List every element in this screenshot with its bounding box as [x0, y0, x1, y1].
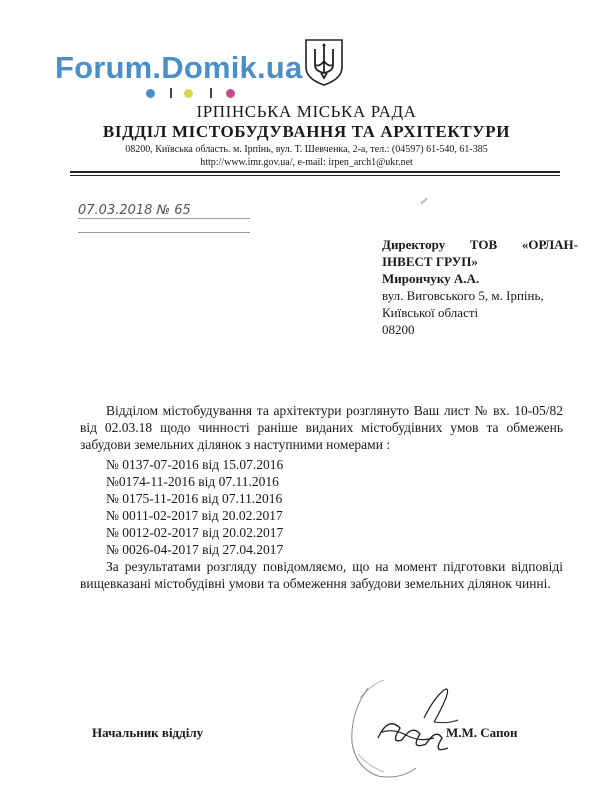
watermark-text: Forum.Domik.ua: [55, 50, 303, 85]
list-item: № 0012-02-2017 від 20.02.2017: [106, 525, 284, 540]
body-paragraph-2: За результатами розгляду повідомляємо, що на момент підготовки відповіді вищевказані містобудівні умови та обмеження забудови земельних ділянок чинні.: [80, 559, 563, 591]
department-contacts: http://www.imr.gov.ua/, e-mail: irpen_arch1@ukr.net: [200, 157, 413, 168]
council-name: ІРПІНСЬКА МІСЬКА РАДА: [196, 102, 417, 121]
reference-underline: [78, 218, 250, 219]
list-item: № 0137-07-2016 від 15.07.2016: [106, 457, 284, 472]
addressee-block: [382, 236, 578, 253]
addressee-line: Київської області: [382, 305, 479, 320]
addressee-postcode: [382, 321, 578, 338]
watermark-bar: [210, 88, 212, 98]
watermark-bar: [170, 88, 172, 98]
addressee-company: [382, 253, 578, 270]
addressee-line: Директору ТОВ «ОРЛАН-: [382, 237, 578, 252]
department-name: ВІДДІЛ МІСТОБУДУВАННЯ ТА АРХІТЕКТУРИ: [102, 122, 511, 141]
addressee-region: [382, 304, 578, 321]
list-item: № 0026-04-2017 від 27.04.2017: [106, 542, 284, 557]
reference-underline: [78, 232, 250, 233]
addressee-line: Мирончуку А.А.: [382, 271, 480, 286]
trident-coat-of-arms-icon: [302, 37, 346, 87]
department-address: 08200, Київська область. м. Ірпінь, вул. Т. Шевченка, 2-а, тел.: (04597) 61-540, 61-385: [125, 144, 488, 155]
addressee-line: вул. Виговського 5, м. Ірпінь,: [382, 288, 544, 303]
header-divider-thin: [70, 175, 560, 176]
addressee-street: [382, 287, 578, 304]
addressee-line: ІНВЕСТ ГРУП»: [382, 254, 478, 269]
permit-list: [106, 456, 283, 558]
outgoing-reference: 07.03.2018 № 65: [78, 203, 191, 218]
signatory-name: М.М. Сапон: [446, 725, 518, 740]
scan-mark: [420, 198, 427, 205]
list-item: № 0175-11-2016 від 07.11.2016: [106, 491, 283, 506]
watermark-dot-blue: [146, 89, 155, 98]
list-item: № 0011-02-2017 від 20.02.2017: [106, 508, 283, 523]
header-divider-thick: [70, 171, 560, 173]
body-paragraph-1: Відділом містобудування та архітектури розглянуто Ваш лист № вх. 10-05/82 від 02.03.18 щодо чинності раніше виданих містобудівних умов та обмежень забудови земельних ділянок з наступними номерами :: [80, 403, 563, 452]
addressee-line: 08200: [382, 322, 415, 337]
signatory-title: Начальник відділу: [92, 725, 204, 740]
addressee-person: [382, 270, 578, 287]
watermark-dot-yellow: [184, 89, 193, 98]
list-item: №0174-11-2016 від 07.11.2016: [106, 474, 279, 489]
watermark-dot-pink: [226, 89, 235, 98]
